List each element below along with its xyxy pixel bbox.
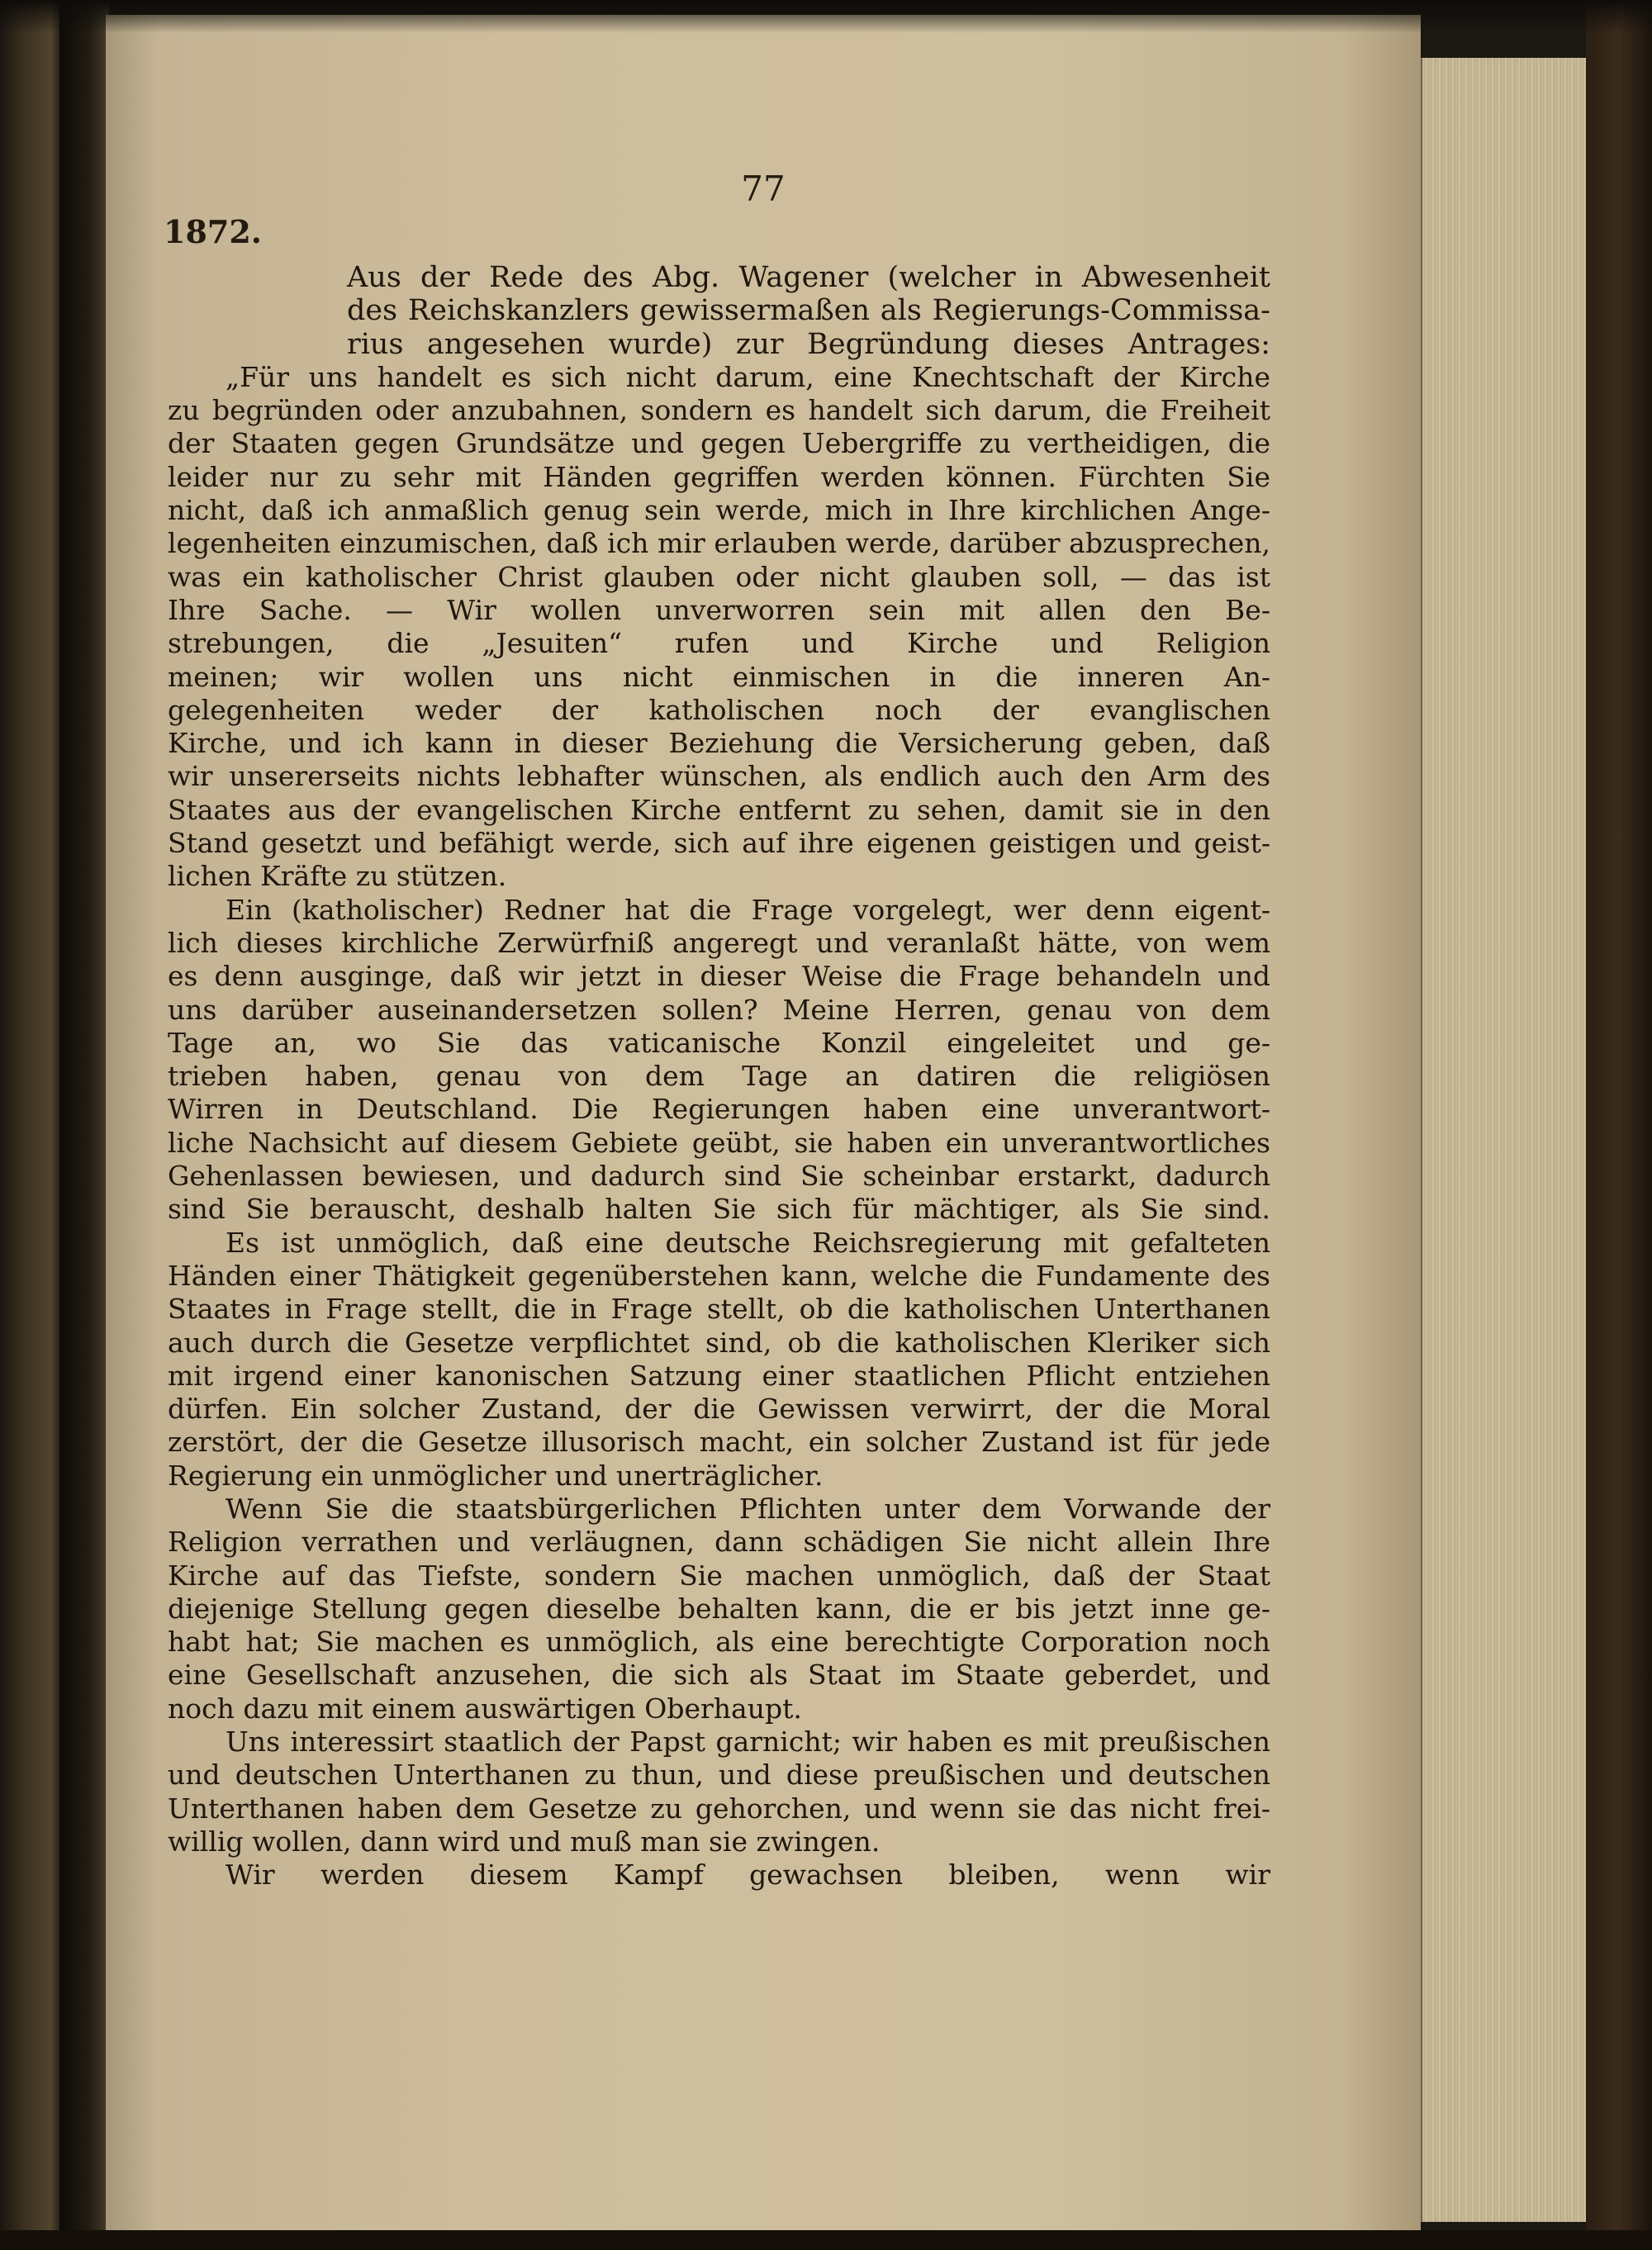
text-line: Tage an, wo Sie das vaticanische Konzil eingeleitet und ge- [168,1026,1270,1059]
text-line: der Staaten gegen Grundsätze und gegen Uebergriffe zu vertheidigen, die [168,427,1270,460]
text-line: des Reichskanzlers gewissermaßen als Regierungs-Commissa- [347,294,1270,328]
text-line: es denn ausginge, daß wir jetzt in dieser Weise die Frage behandeln und [168,960,1270,993]
text-line: Staates aus der evangelischen Kirche entfernt zu sehen, damit sie in den [168,793,1270,826]
text-line: Kirche, und ich kann in dieser Beziehung die Versicherung geben, daß [168,727,1270,760]
scan-top-shadow [0,0,1652,33]
page-stack-edge [1421,58,1588,2222]
text-line: was ein katholischer Christ glauben oder nicht glauben soll, — das ist [168,560,1270,593]
page-number: 77 [741,169,786,209]
text-line: sind Sie berauscht, deshalb halten Sie sich für mächtiger, als Sie sind. [168,1193,1270,1226]
text-line: Händen einer Thätigkeit gegenüberstehen kann, welche die Fundamente des [168,1259,1270,1292]
text-line: Unterthanen haben dem Gesetze zu gehorchen, und wenn sie das nicht frei- [168,1792,1270,1825]
text-line: uns darüber auseinandersetzen sollen? Meine Herren, genau von dem [168,993,1270,1026]
text-line: Staates in Frage stellt, die in Frage stellt, ob die katholischen Unterthanen [168,1293,1270,1326]
scan-bottom-shadow [0,2230,1652,2250]
text-line: meinen; wir wollen uns nicht einmischen in die inneren An- [168,660,1270,693]
text-line: trieben haben, genau von dem Tage an datiren die religiösen [168,1060,1270,1093]
text-line: Es ist unmöglich, daß eine deutsche Reichsregierung mit gefalteten [225,1226,1270,1259]
text-line: strebungen, die „Jesuiten“ rufen und Kirche und Religion [168,627,1270,660]
text-line: eine Gesellschaft anzusehen, die sich als Staat im Staate geberdet, und [168,1659,1270,1692]
text-line: Ihre Sache. — Wir wollen unverworren sein mit allen den Be- [168,593,1270,626]
body-text [168,261,1270,1892]
text-line: Uns interessirt staatlich der Papst garnicht; wir haben es mit preußischen [225,1725,1270,1759]
text-line: Wirren in Deutschland. Die Regierungen haben eine unverantwort- [168,1093,1270,1126]
running-head-year: 1872. [164,213,262,250]
book-cover-edge [1586,0,1652,2250]
text-line: Kirche auf das Tiefste, sondern Sie machen unmöglich, daß der Staat [168,1559,1270,1592]
text-line: „Für uns handelt es sich nicht darum, eine Knechtschaft der Kirche [225,360,1270,393]
left-page-edge [0,0,59,2250]
text-line: Stand gesetzt und befähigt werde, sich auf ihre eigenen geistigen und geist- [168,827,1270,860]
text-line: Aus der Rede des Abg. Wagener (welcher in Abwesenheit [347,261,1270,294]
text-line: noch dazu mit einem auswärtigen Oberhaupt. [168,1692,802,1725]
text-line: legenheiten einzumischen, daß ich mir erlauben werde, darüber abzusprechen, [168,527,1270,560]
text-line: wir unsererseits nichts lebhafter wünschen, als endlich auch den Arm des [168,760,1270,793]
text-line: Religion verrathen und verläugnen, dann schädigen Sie nicht allein Ihre [168,1526,1270,1559]
text-line: rius angesehen wurde) zur Begründung dieses Antrages: [347,327,1270,361]
text-line: gelegenheiten weder der katholischen noch der evanglischen [168,693,1270,726]
text-line: und deutschen Unterthanen zu thun, und diese preußischen und deutschen [168,1759,1270,1792]
text-line: lich dieses kirchliche Zerwürfniß angeregt und veranlaßt hätte, von wem [168,926,1270,959]
text-line: mit irgend einer kanonischen Satzung einer staatlichen Pflicht entziehen [168,1359,1270,1392]
text-line: diejenige Stellung gegen dieselbe behalten kann, die er bis jetzt inne ge- [168,1592,1270,1625]
text-line: Wenn Sie die staatsbürgerlichen Pflichten unter dem Vorwande der [225,1492,1270,1525]
text-line: Gehenlassen bewiesen, und dadurch sind Sie scheinbar erstarkt, dadurch [168,1160,1270,1193]
text-line: Regierung ein unmöglicher und unerträglicher. [168,1459,824,1492]
text-line: habt hat; Sie machen es unmöglich, als eine berechtigte Corporation noch [168,1626,1270,1659]
text-line: Wir werden diesem Kampf gewachsen bleiben, wenn wir [225,1858,1270,1892]
book-gutter [59,0,109,2250]
text-line: nicht, daß ich anmaßlich genug sein werde, mich in Ihre kirchlichen Ange- [168,494,1270,527]
text-line: zu begründen oder anzubahnen, sondern es handelt sich darum, die Freiheit [168,394,1270,427]
text-line: zerstört, der die Gesetze illusorisch macht, ein solcher Zustand ist für jede [168,1426,1270,1459]
text-line: liche Nachsicht auf diesem Gebiete geübt, sie haben ein unverantwortliches [168,1126,1270,1159]
text-line: Ein (katholischer) Redner hat die Frage vorgelegt, wer denn eigent- [225,893,1270,926]
book-page [106,15,1421,2237]
text-line: lichen Kräfte zu stützen. [168,860,507,893]
text-line: leider nur zu sehr mit Händen gegriffen werden können. Fürchten Sie [168,460,1270,493]
text-line: dürfen. Ein solcher Zustand, der die Gewissen verwirrt, der die Moral [168,1393,1270,1426]
text-line: willig wollen, dann wird und muß man sie zwingen. [168,1825,881,1858]
text-line: auch durch die Gesetze verpflichtet sind, ob die katholischen Kleriker sich [168,1326,1270,1359]
